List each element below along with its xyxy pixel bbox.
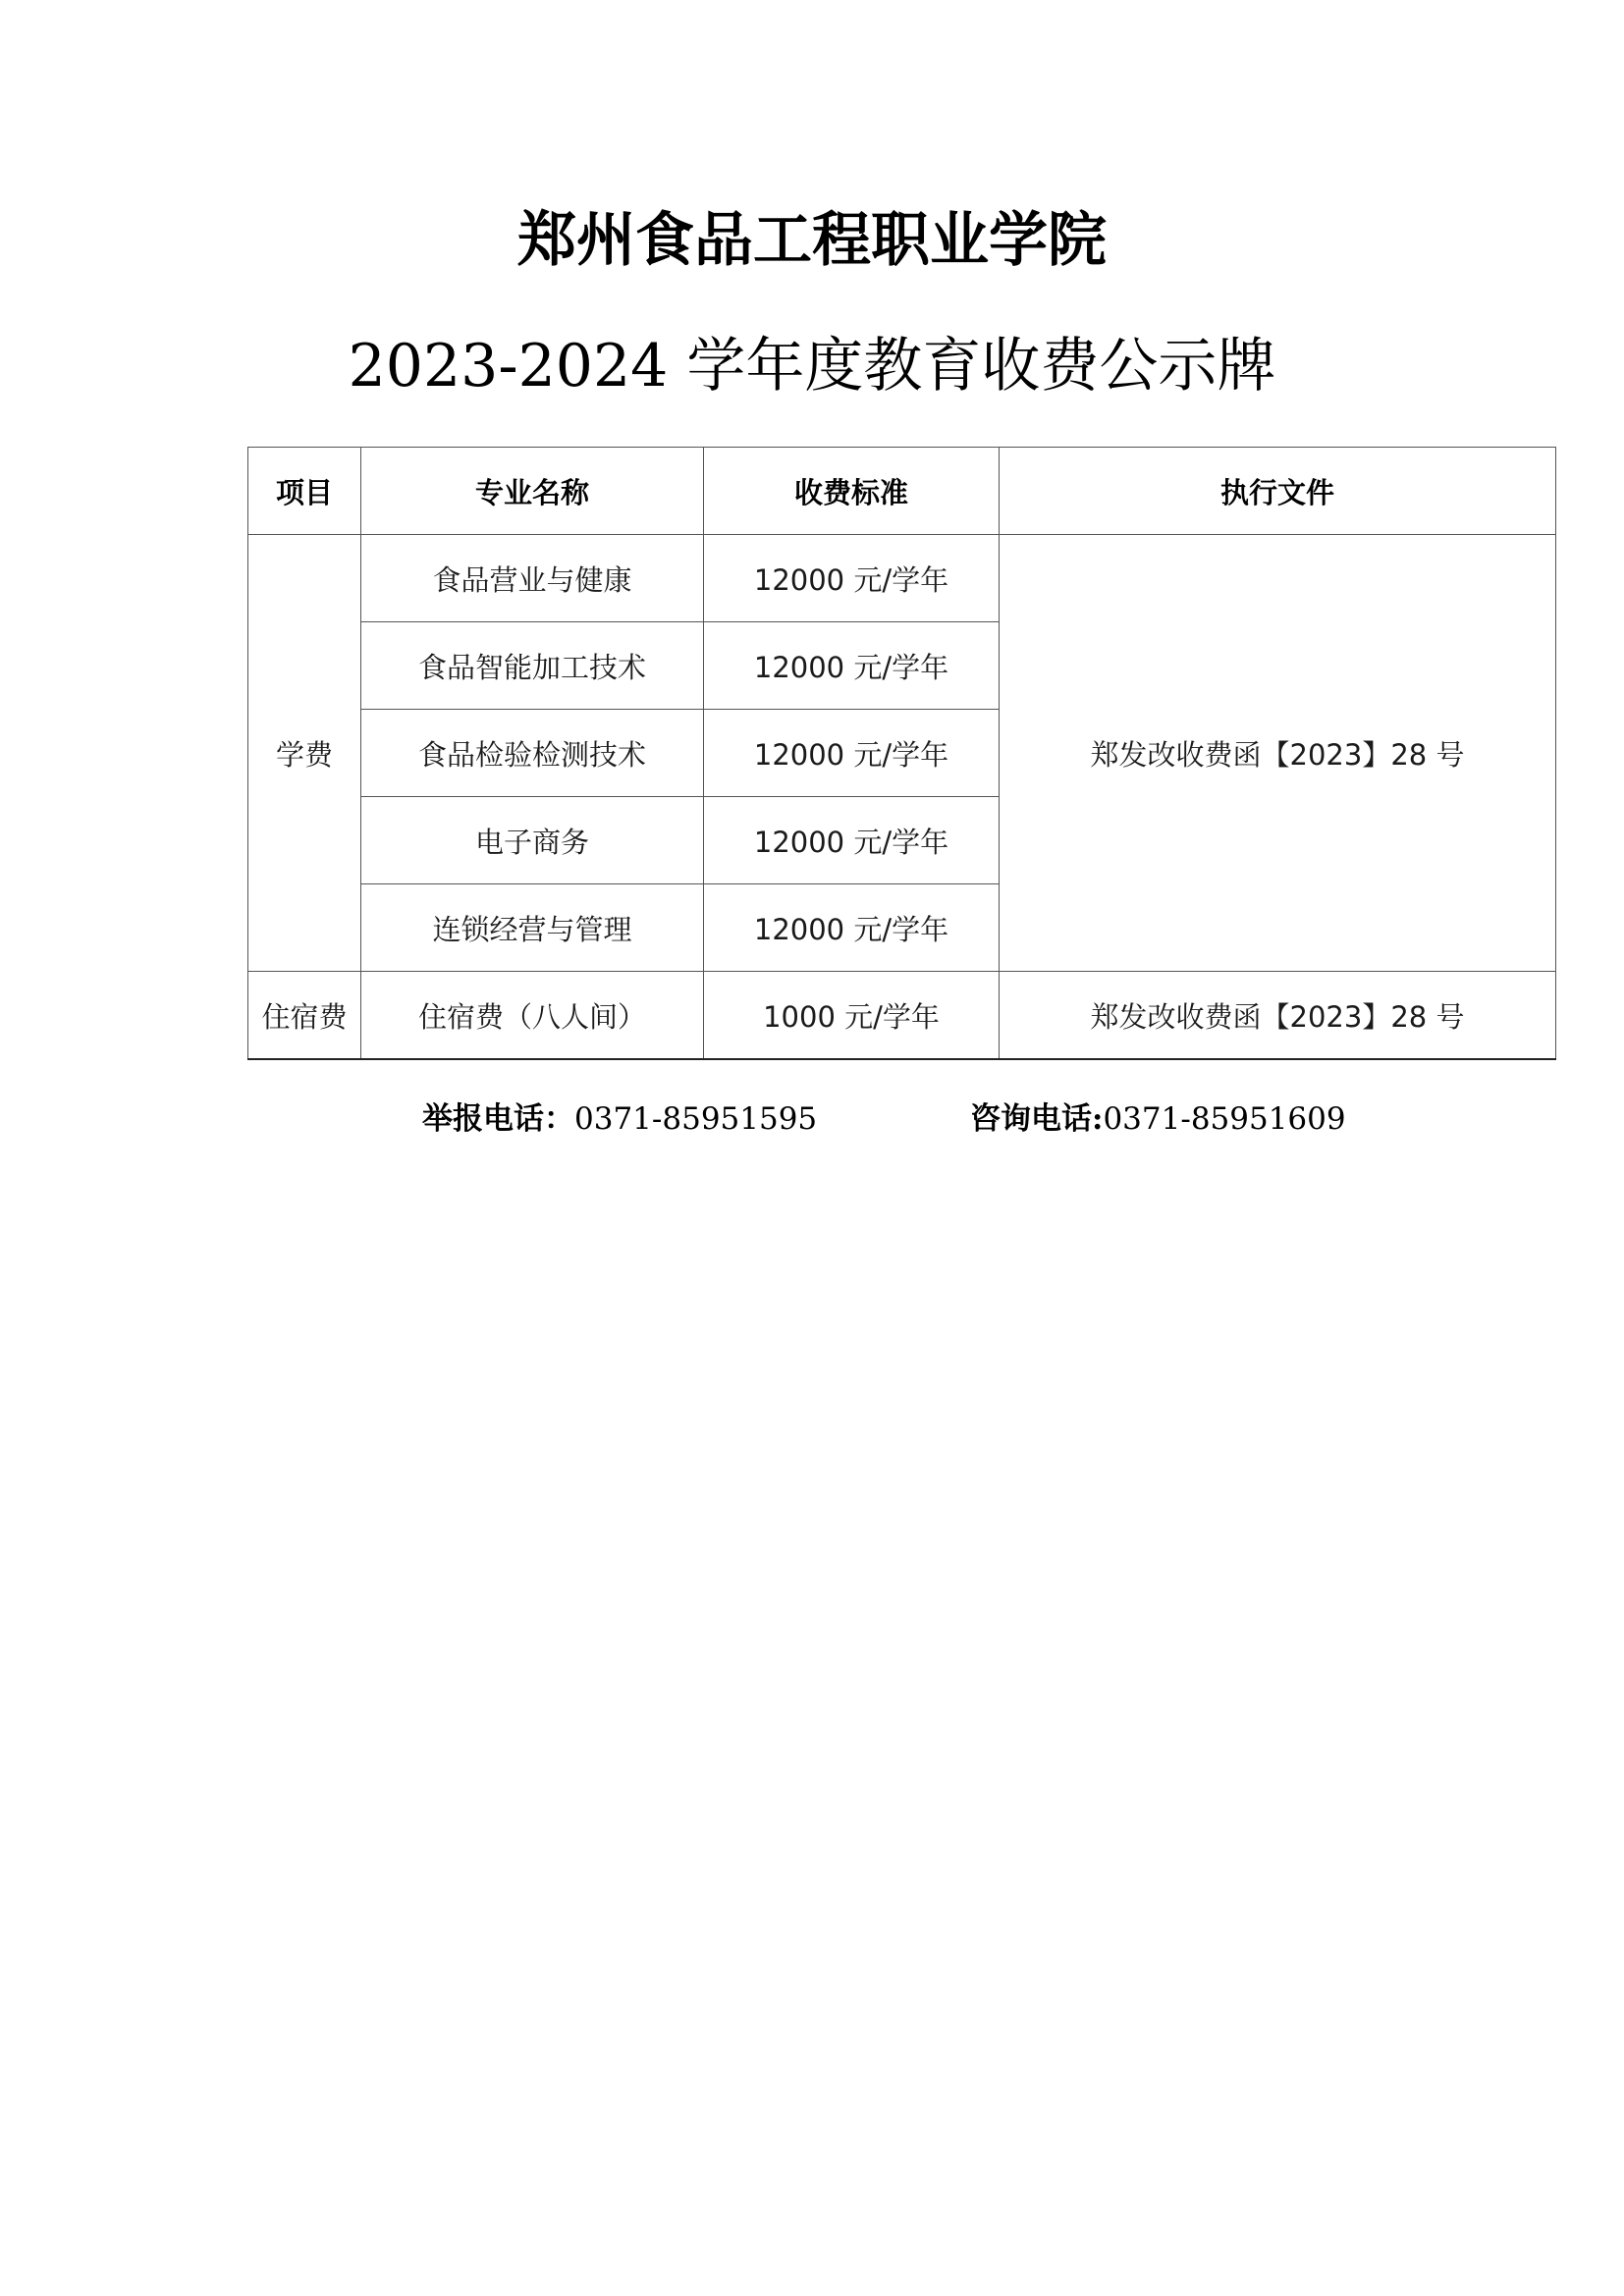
report-phone-number: 0371-85951595 bbox=[574, 1101, 818, 1137]
header-item: 项目 bbox=[248, 448, 361, 535]
report-phone-label: 举报电话： bbox=[422, 1101, 574, 1137]
tuition-category-cell: 学费 bbox=[248, 535, 361, 972]
consult-phone-label: 咨询电话: bbox=[970, 1101, 1104, 1137]
fee-cell: 12000 元/学年 bbox=[704, 710, 1000, 797]
fee-cell: 12000 元/学年 bbox=[704, 622, 1000, 710]
dorm-fee-cell: 1000 元/学年 bbox=[704, 972, 1000, 1060]
major-name-cell: 电子商务 bbox=[361, 797, 704, 884]
fee-cell: 12000 元/学年 bbox=[704, 884, 1000, 972]
major-name-cell: 食品智能加工技术 bbox=[361, 622, 704, 710]
major-name-cell: 食品检验检测技术 bbox=[361, 710, 704, 797]
table-header-row bbox=[248, 448, 1556, 535]
header-fee-standard: 收费标准 bbox=[704, 448, 1000, 535]
fee-cell: 12000 元/学年 bbox=[704, 535, 1000, 622]
fee-cell: 12000 元/学年 bbox=[704, 797, 1000, 884]
page-title: 郑州食品工程职业学院 bbox=[517, 206, 1107, 275]
report-phone bbox=[422, 1099, 817, 1139]
dorm-category-cell: 住宿费 bbox=[248, 972, 361, 1060]
dorm-document-cell: 郑发改收费函【2023】28 号 bbox=[1000, 972, 1556, 1060]
major-name-cell: 连锁经营与管理 bbox=[361, 884, 704, 972]
tuition-document-cell: 郑发改收费函【2023】28 号 bbox=[1000, 535, 1556, 972]
consult-phone bbox=[970, 1099, 1346, 1139]
header-document: 执行文件 bbox=[1000, 448, 1556, 535]
consult-phone-number: 0371-85951609 bbox=[1103, 1101, 1346, 1137]
major-name-cell: 食品营业与健康 bbox=[361, 535, 704, 622]
header-major-name: 专业名称 bbox=[361, 448, 704, 535]
fee-table bbox=[247, 447, 1556, 1060]
table-row bbox=[248, 535, 1556, 622]
page-subtitle: 2023-2024 学年度教育收费公示牌 bbox=[348, 332, 1276, 400]
dorm-name-cell: 住宿费（八人间） bbox=[361, 972, 704, 1060]
table-row bbox=[248, 972, 1556, 1060]
